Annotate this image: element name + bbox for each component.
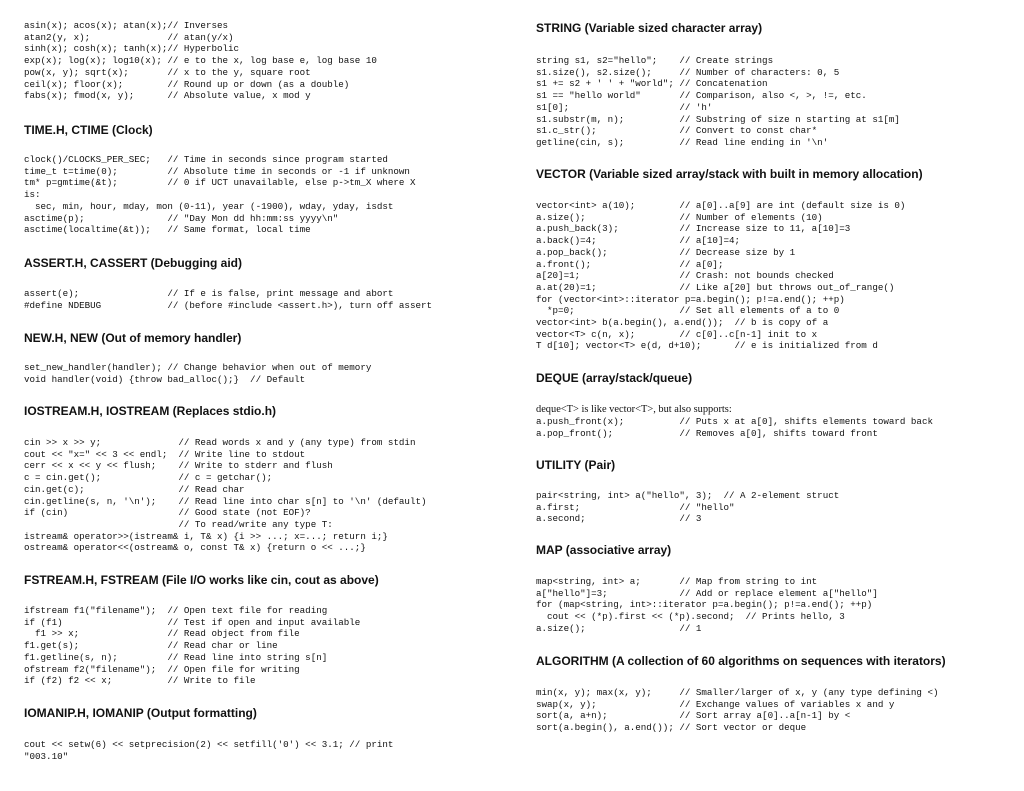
code-line: assert(e); // If e is false, print message and abort bbox=[24, 288, 394, 299]
iostream-heading: IOSTREAM.H, IOSTREAM (Replaces stdio.h) bbox=[24, 404, 277, 418]
code-line: istream& operator>>(istream& i, T& x) {i >> ...; x=...; return i;} bbox=[24, 530, 388, 542]
iomanip-heading: IOMANIP.H, IOMANIP (Output formatting) bbox=[24, 706, 257, 720]
code-line: asctime(localtime(&t)); // Same format, local time bbox=[24, 224, 311, 236]
code-line: sec, min, hour, mday, mon (0-11), year (-1900), wday, yday, isdst bbox=[24, 200, 394, 212]
code-line: for (map<string, int>::iterator p=a.begin(); p!=a.end(); ++p) bbox=[536, 599, 873, 611]
code-line: asin(x); acos(x); atan(x);// Inverses bbox=[24, 20, 228, 31]
code-line: ifstream f1("filename"); // Open text file for reading bbox=[24, 605, 328, 616]
code-line: f1 >> x; // Read object from file bbox=[24, 628, 300, 640]
code-line: s1 += s2 + ' ' + "world"; // Concatenation bbox=[536, 78, 768, 90]
code-line: vector<int> a(10); // a[0]..a[9] are int (default size is 0) bbox=[536, 200, 906, 211]
code-line: min(x, y); max(x, y); // Smaller/larger of x, y (any type defining <) bbox=[536, 687, 939, 698]
iomanip-code-block bbox=[24, 739, 393, 762]
code-line: a.back()=4; // a[10]=4; bbox=[536, 235, 740, 247]
code-line: a.push_front(x); // Puts x at a[0], shifts elements toward back bbox=[536, 416, 933, 427]
code-line: for (vector<int>::iterator p=a.begin(); p!=a.end(); ++p) bbox=[536, 293, 845, 305]
code-line: pow(x, y); sqrt(x); // x to the y, square root bbox=[24, 66, 311, 78]
deque-code-block bbox=[536, 416, 933, 439]
code-line: void handler(void) {throw bad_alloc();} // Default bbox=[24, 373, 306, 385]
deque-heading: DEQUE (array/stack/queue) bbox=[536, 371, 693, 385]
code-line: pair<string, int> a("hello", 3); // A 2-element struct bbox=[536, 490, 840, 501]
code-line: if (cin) // Good state (not EOF)? bbox=[24, 507, 311, 519]
time-heading: TIME.H, CTIME (Clock) bbox=[24, 123, 153, 137]
code-line: cout << (*p).first << (*p).second; // Prints hello, 3 bbox=[536, 611, 845, 623]
code-line: atan2(y, x); // atan(y/x) bbox=[24, 31, 234, 43]
code-line: *p=0; // Set all elements of a to 0 bbox=[536, 305, 840, 317]
code-line: cerr << x << y << flush; // Write to stderr and flush bbox=[24, 460, 333, 472]
code-line: T d[10]; vector<T> e(d, d+10); // e is initialized from d bbox=[536, 340, 878, 352]
code-line: ofstream f2("filename"); // Open file for writing bbox=[24, 663, 300, 675]
code-line: a.push_back(3); // Increase size to 11, a[10]=3 bbox=[536, 223, 851, 235]
algorithm-code-block bbox=[536, 687, 938, 734]
new-code-block bbox=[24, 362, 371, 385]
map-heading: MAP (associative array) bbox=[536, 543, 672, 557]
time-code-block bbox=[24, 154, 415, 236]
code-line: asctime(p); // "Day Mon dd hh:mm:ss yyyy\n" bbox=[24, 212, 339, 224]
code-line: a.size(); // Number of elements (10) bbox=[536, 211, 823, 223]
code-line: tm* p=gmtime(&t); // 0 if UCT unavailable, else p->tm_X where X bbox=[24, 177, 416, 189]
code-line: map<string, int> a; // Map from string to int bbox=[536, 576, 818, 587]
code-line: set_new_handler(handler); // Change behavior when out of memory bbox=[24, 362, 372, 373]
map-code-block bbox=[536, 576, 878, 635]
code-line: vector<T> c(n, x); // c[0]..c[n-1] init to x bbox=[536, 328, 818, 340]
utility-heading: UTILITY (Pair) bbox=[536, 458, 616, 472]
code-line: s1.c_str(); // Convert to const char* bbox=[536, 125, 818, 137]
fstream-code-block bbox=[24, 605, 360, 687]
code-line: fabs(x); fmod(x, y); // Absolute value, x mod y bbox=[24, 90, 311, 102]
code-line: ostream& operator<<(ostream& o, const T& x) {return o << ...;} bbox=[24, 542, 366, 554]
assert-heading: ASSERT.H, CASSERT (Debugging aid) bbox=[24, 256, 243, 270]
code-line: a.second; // 3 bbox=[536, 513, 702, 525]
code-line: if (f1) // Test if open and input available bbox=[24, 616, 361, 628]
code-line: a.at(20)=1; // Like a[20] but throws out_of_range() bbox=[536, 281, 895, 293]
code-line: #define NDEBUG // (before #include <assert.h>), turn off assert bbox=[24, 299, 432, 311]
utility-code-block bbox=[536, 490, 839, 525]
code-line: a.pop_front(); // Removes a[0], shifts toward front bbox=[536, 427, 878, 439]
code-line: s1[0]; // 'h' bbox=[536, 101, 713, 113]
cmath-code-block bbox=[24, 20, 377, 102]
algorithm-heading: ALGORITHM (A collection of 60 algorithms on sequences with iterators) bbox=[536, 654, 946, 668]
assert-code-block bbox=[24, 288, 432, 311]
code-line: cin.getline(s, n, '\n'); // Read line into char s[n] to '\n' (default) bbox=[24, 495, 427, 507]
vector-heading: VECTOR (Variable sized array/stack with built in memory allocation) bbox=[536, 167, 923, 181]
code-line: a[20]=1; // Crash: not bounds checked bbox=[536, 270, 834, 282]
deque-description: deque<T> is like vector<T>, but also supports: bbox=[536, 404, 732, 415]
code-line: a["hello"]=3; // Add or replace element a["hello"] bbox=[536, 587, 878, 599]
code-line: a.first; // "hello" bbox=[536, 501, 735, 513]
string-code-block bbox=[536, 55, 900, 149]
code-line: cout << "x=" << 3 << endl; // Write line to stdout bbox=[24, 448, 306, 460]
code-line: is: bbox=[24, 189, 41, 201]
code-line: f1.get(s); // Read char or line bbox=[24, 640, 278, 652]
code-line: c = cin.get(); // c = getchar(); bbox=[24, 472, 273, 484]
code-line: exp(x); log(x); log10(x); // e to the x, log base e, log base 10 bbox=[24, 55, 377, 67]
code-line: time_t t=time(0); // Absolute time in seconds or -1 if unknown bbox=[24, 165, 410, 177]
code-line: f1.getline(s, n); // Read line into string s[n] bbox=[24, 651, 328, 663]
code-line: vector<int> b(a.begin(), a.end()); // b is copy of a bbox=[536, 317, 829, 329]
code-line: sinh(x); cosh(x); tanh(x);// Hyperbolic bbox=[24, 43, 240, 55]
code-line: swap(x, y); // Exchange values of variables x and y bbox=[536, 698, 895, 710]
code-line: a.front(); // a[0]; bbox=[536, 258, 724, 270]
code-line: a.pop_back(); // Decrease size by 1 bbox=[536, 246, 796, 258]
iostream-code-block bbox=[24, 437, 426, 554]
code-line: cout << setw(6) << setprecision(2) << setfill('0') << 3.1; // print bbox=[24, 739, 394, 750]
code-line: s1.size(), s2.size(); // Number of characters: 0, 5 bbox=[536, 66, 840, 78]
vector-code-block bbox=[536, 200, 905, 352]
new-heading: NEW.H, NEW (Out of memory handler) bbox=[24, 331, 242, 345]
code-line: a.size(); // 1 bbox=[536, 622, 702, 634]
code-line: sort(a, a+n); // Sort array a[0]..a[n-1] by < bbox=[536, 710, 851, 722]
code-line: // To read/write any type T: bbox=[24, 518, 333, 530]
fstream-heading: FSTREAM.H, FSTREAM (File I/O works like cin, cout as above) bbox=[24, 573, 379, 587]
code-line: ceil(x); floor(x); // Round up or down (as a double) bbox=[24, 78, 350, 90]
code-line: s1 == "hello world" // Comparison, also <, >, !=, etc. bbox=[536, 90, 867, 102]
code-line: cin >> x >> y; // Read words x and y (any type) from stdin bbox=[24, 437, 416, 448]
code-line: getline(cin, s); // Read line ending in '\n' bbox=[536, 136, 829, 148]
code-line: "003.10" bbox=[24, 750, 69, 762]
code-line: cin.get(c); // Read char bbox=[24, 483, 245, 495]
string-heading: STRING (Variable sized character array) bbox=[536, 21, 763, 35]
code-line: clock()/CLOCKS_PER_SEC; // Time in seconds since program started bbox=[24, 154, 388, 165]
code-line: string s1, s2="hello"; // Create strings bbox=[536, 55, 774, 66]
code-line: s1.substr(m, n); // Substring of size n starting at s1[m] bbox=[536, 113, 900, 125]
code-line: if (f2) f2 << x; // Write to file bbox=[24, 675, 256, 687]
code-line: sort(a.begin(), a.end()); // Sort vector or deque bbox=[536, 722, 807, 734]
